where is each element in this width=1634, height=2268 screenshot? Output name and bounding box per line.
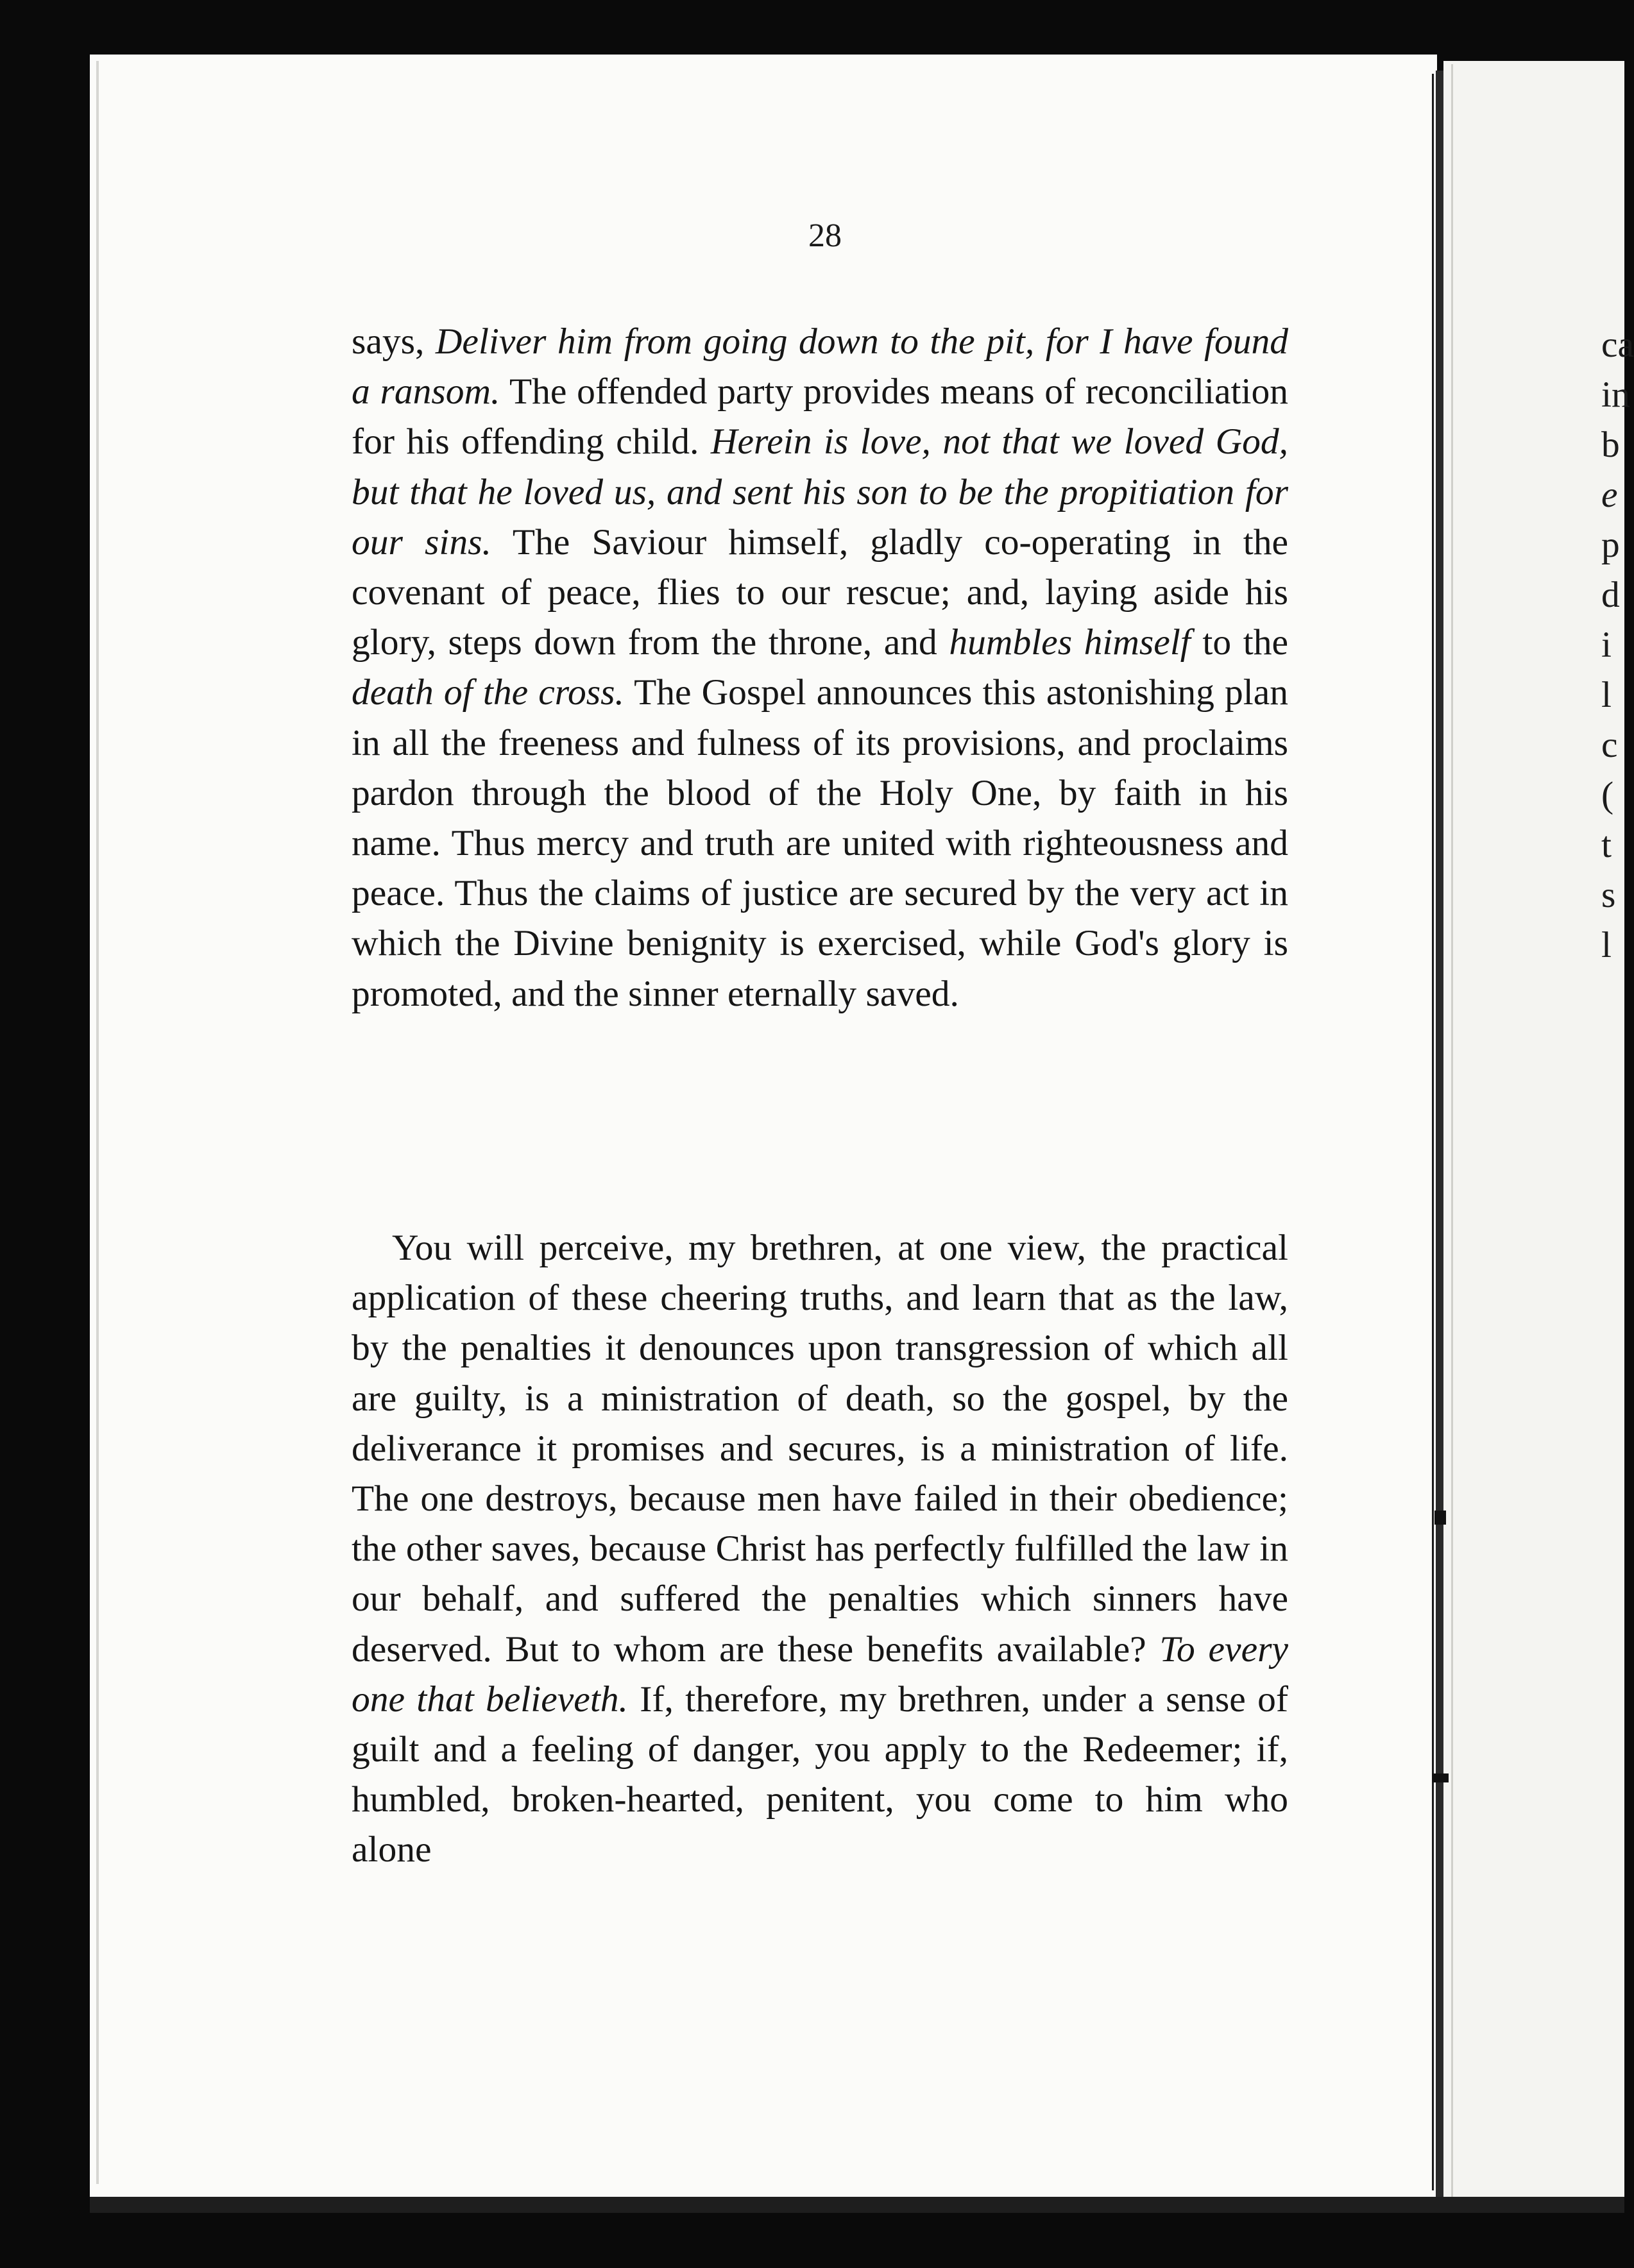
adjacent-page-edge bbox=[1451, 64, 1453, 2206]
adjacent-page bbox=[1443, 61, 1624, 2213]
text-run: The Gospel announces this astonishing plan in all the freeness and fulness of its provisions, and proclaims pardon through the blood of the Holy One, by faith in his name. Thus mercy and truth are united with righteousness and peace. Thus the claims of justice are secured by the very act in which the Divine benignity is exercised, while God's glory is promoted, and the sinner eternally saved. bbox=[352, 672, 1288, 1014]
bottom-shadow bbox=[90, 2197, 1624, 2213]
italic-phrase: humbles himself bbox=[949, 622, 1191, 663]
italic-phrase: death of the cross. bbox=[352, 672, 624, 713]
next-page-fragment: c bbox=[1601, 725, 1618, 765]
text-run: says, bbox=[352, 321, 436, 362]
next-page-fragment: ( bbox=[1601, 775, 1614, 815]
text-run: You will perceive, my brethren, at one view, the practical application of these cheering truths, and learn that as the law, by the penalties it denounces upon transgression of which all are guilty, is a ministration of death, so the gospel, by the deliverance it promises and secures, is a ministration of life. The one destroys, because men have failed in their obedience; the other saves, because Christ has perfectly fulfilled the law in our behalf, and suffered the penalties which sinners have deserved. But to whom are these benefits available? bbox=[352, 1228, 1288, 1670]
text-run: The offended party provides means of reconciliation for his offending child. bbox=[352, 371, 1288, 462]
page-gutter bbox=[1436, 71, 1443, 2200]
text-run: to the bbox=[1190, 622, 1289, 663]
next-page-fragment: i bbox=[1601, 625, 1612, 665]
text-run: If, therefore, my brethren, under a sense of guilt and a feeling of danger, you apply to the Redeemer; if, humbled, broken-hearted, penitent, you come to him who alone bbox=[352, 1679, 1288, 1870]
next-page-fragment: l bbox=[1601, 925, 1612, 965]
gutter-mark bbox=[1434, 1511, 1446, 1525]
gutter-line bbox=[1432, 74, 1434, 2190]
body-paragraph bbox=[352, 317, 1288, 1019]
next-page-fragment: e bbox=[1601, 475, 1618, 515]
italic-quotation: To every one that believeth. bbox=[352, 1629, 1288, 1720]
body-paragraph bbox=[352, 1223, 1288, 1875]
next-page-fragment: ca bbox=[1601, 325, 1634, 365]
next-page-fragment: l bbox=[1601, 675, 1612, 715]
next-page-fragment: p bbox=[1601, 525, 1620, 565]
next-page-fragment: d bbox=[1601, 575, 1620, 615]
next-page-fragment: in bbox=[1601, 375, 1630, 415]
next-page-fragment: b bbox=[1601, 425, 1620, 465]
italic-quotation: Deliver him from going down to the pit, for I have found a ransom. bbox=[352, 321, 1288, 412]
page-number: 28 bbox=[808, 217, 842, 254]
text-run: The Saviour himself, gladly co-operating in the covenant of peace, flies to our rescue; and, laying aside his glory, steps down from the throne, and bbox=[352, 521, 1288, 663]
next-page-fragment: s bbox=[1601, 875, 1616, 915]
gutter-mark bbox=[1432, 1773, 1449, 1782]
next-page-fragment: t bbox=[1601, 825, 1612, 865]
italic-quotation: Herein is love, not that we loved God, but that he loved us, and sent his son to be the propitiation for our sins. bbox=[352, 421, 1289, 563]
page-left-edge bbox=[96, 61, 99, 2184]
